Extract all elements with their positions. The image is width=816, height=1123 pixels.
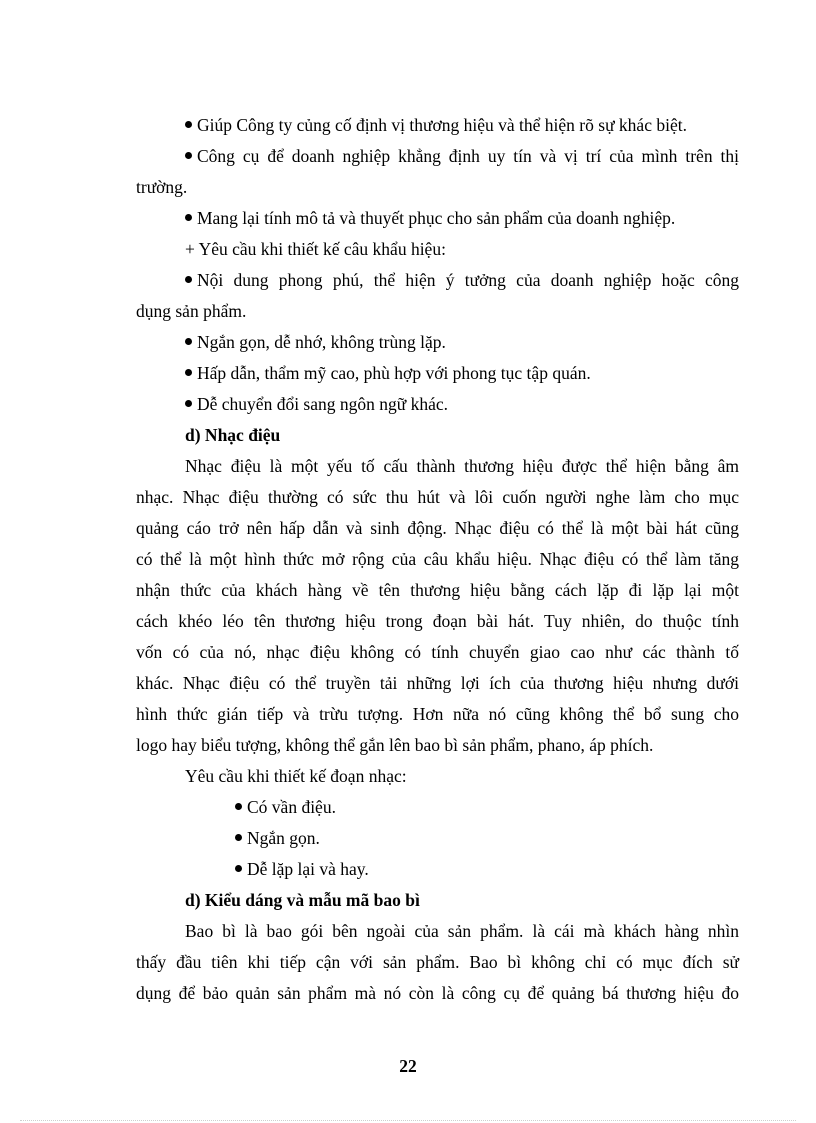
paragraph-line: Bao bì là bao gói bên ngoài của sản phẩm. là cái mà khách hàng nhìn (185, 921, 739, 941)
bullet-icon (185, 369, 192, 376)
paragraph-line: hình thức gián tiếp và trừu tượng. Hơn nữa nó cũng không thể bổ sung cho (136, 704, 739, 724)
paragraph-line: quảng cáo trở nên hấp dẫn và sinh động. Nhạc điệu có thể là một bài hát cũng (136, 518, 739, 538)
requirements-heading: Yêu cầu khi thiết kế đoạn nhạc: (185, 766, 407, 786)
paragraph-line: logo hay biểu tượng, không thể gắn lên bao bì sản phẩm, phano, áp phích. (136, 735, 654, 755)
paragraph-line: cách khéo léo tên thương hiệu trong đoạn bài hát. Tuy nhiên, do thuộc tính (136, 611, 739, 631)
paragraph-line: vốn có của nó, nhạc điệu không có tính chuyển giao cao như các thành tố (136, 642, 739, 662)
bullet-item: Mang lại tính mô tả và thuyết phục cho sản phẩm của doanh nghiệp. (185, 208, 675, 229)
bullet-item: Có vần điệu. (235, 797, 336, 818)
bullet-item: Dễ chuyển đổi sang ngôn ngữ khác. (185, 394, 448, 415)
bullet-icon (235, 834, 242, 841)
paragraph-line: khác. Nhạc điệu có thể truyền tải những lợi ích của thương hiệu nhưng dưới (136, 673, 739, 693)
bullet-item: Ngắn gọn, dễ nhớ, không trùng lặp. (185, 332, 446, 353)
bullet-icon (235, 803, 242, 810)
bullet-item: Ngắn gọn. (235, 828, 320, 849)
bullet-item: Nội dung phong phú, thể hiện ý tưởng của doanh nghiệp hoặc công (185, 270, 739, 291)
bullet-continuation: trường. (136, 177, 188, 197)
paragraph-line: nhạc. Nhạc điệu thường có sức thu hút và lôi cuốn người nghe làm cho mục (136, 487, 739, 507)
bullet-icon (185, 214, 192, 221)
bullet-icon (185, 152, 192, 159)
bullet-icon (185, 276, 192, 283)
paragraph-line: dụng để bảo quản sản phẩm mà nó còn là công cụ để quảng bá thương hiệu đo (136, 983, 739, 1003)
section-heading-packaging: d) Kiểu dáng và mẫu mã bao bì (185, 890, 420, 910)
requirements-heading: + Yêu cầu khi thiết kế câu khẩu hiệu: (185, 239, 446, 259)
bullet-item: Công cụ để doanh nghiệp khẳng định uy tín và vị trí của mình trên thị (185, 146, 739, 167)
bullet-icon (185, 400, 192, 407)
bullet-item: Giúp Công ty củng cố định vị thương hiệu và thể hiện rõ sự khác biệt. (185, 115, 687, 136)
bullet-item: Hấp dẫn, thẩm mỹ cao, phù hợp với phong tục tập quán. (185, 363, 591, 384)
paragraph-line: nhận thức của khách hàng về tên thương hiệu bằng cách lặp đi lặp lại một (136, 580, 739, 600)
bullet-icon (185, 121, 192, 128)
section-heading-music: d) Nhạc điệu (185, 425, 281, 445)
paragraph-line: có thể là một hình thức mở rộng của câu khẩu hiệu. Nhạc điệu có thể làm tăng (136, 549, 739, 569)
page-number: 22 (399, 1056, 417, 1076)
paragraph-line: Nhạc điệu là một yếu tố cấu thành thương hiệu được thể hiện bằng âm (185, 456, 739, 476)
paragraph-line: thấy đầu tiên khi tiếp cận với sản phẩm. Bao bì không chỉ có mục đích sử (136, 952, 739, 972)
bullet-icon (185, 338, 192, 345)
page-edge-divider (20, 1120, 796, 1121)
bullet-item: Dễ lặp lại và hay. (235, 859, 369, 880)
bullet-icon (235, 865, 242, 872)
bullet-continuation: dụng sản phẩm. (136, 301, 247, 321)
